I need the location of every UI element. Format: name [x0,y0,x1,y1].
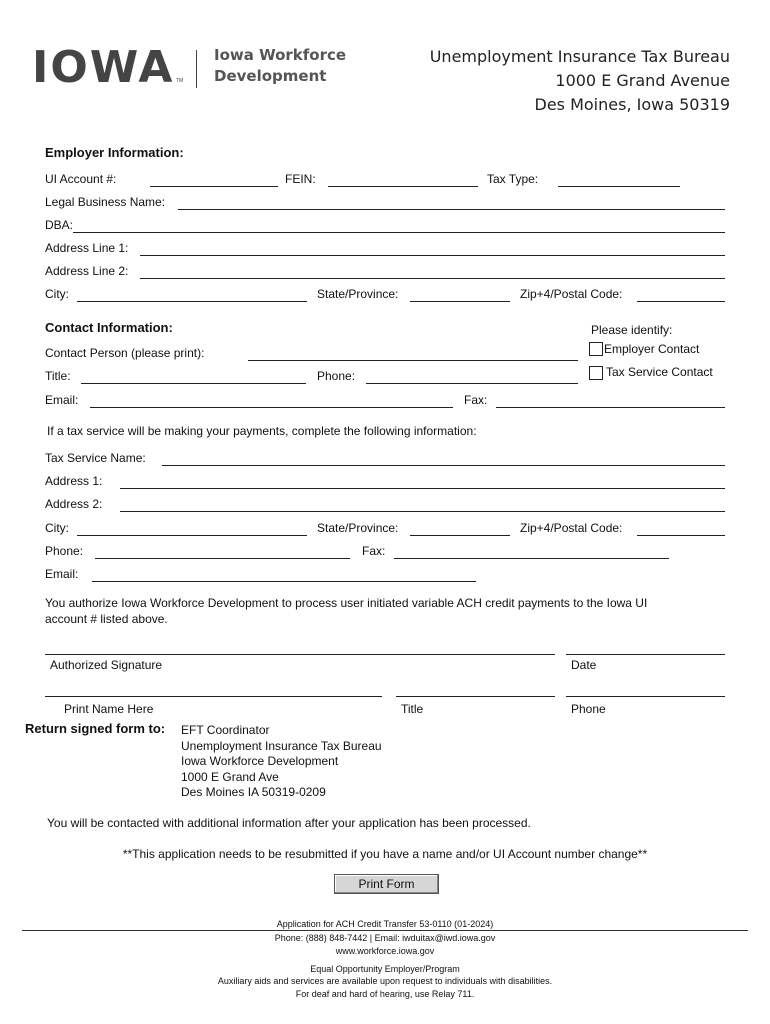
ts-phone-field[interactable] [95,558,350,559]
ts-fax-label: Fax: [362,544,386,558]
employer-info-heading: Employer Information: [45,145,184,160]
return-to-line: 1000 E Grand Ave [181,770,279,784]
contact-person-field[interactable] [248,360,578,361]
date-field[interactable] [566,654,725,655]
logo-subtitle-line1: Iowa Workforce [214,46,347,64]
ts-address2-field[interactable] [120,511,725,512]
authorized-signature-field[interactable] [45,654,555,655]
date-label: Date [571,658,597,672]
zip-label: Zip+4/Postal Code: [520,287,623,301]
contact-title-field[interactable] [81,383,306,384]
return-to-line: Des Moines IA 50319-0209 [181,785,326,799]
footer-eeo: Equal Opportunity Employer/Program [310,964,460,974]
tax-service-contact-label: Tax Service Contact [606,365,713,379]
footer-form-id: Application for ACH Credit Transfer 53-0110 (01-2024) [276,919,494,929]
contact-person-label: Contact Person (please print): [45,346,205,360]
footer-relay: For deaf and hard of hearing, use Relay 711. [295,989,475,999]
tax-service-name-label: Tax Service Name: [45,451,146,465]
employer-contact-label: Employer Contact [604,342,700,356]
return-to-line: Unemployment Insurance Tax Bureau [181,739,382,753]
print-form-button[interactable]: Print Form [334,874,439,894]
city-field[interactable] [77,301,307,302]
ts-city-label: City: [45,521,69,535]
footer-divider [22,930,748,931]
tax-service-contact-checkbox[interactable] [589,366,603,380]
tax-type-field[interactable] [558,186,680,187]
contact-fax-label: Fax: [464,393,488,407]
legal-name-field[interactable] [178,209,725,210]
ts-state-field[interactable] [410,535,510,536]
contact-email-field[interactable] [90,407,453,408]
contact-fax-field[interactable] [496,407,725,408]
zip-field[interactable] [637,301,725,302]
employer-contact-checkbox[interactable] [589,342,603,356]
signer-title-field[interactable] [396,696,555,697]
bureau-city: Des Moines, Iowa 50319 [534,95,730,114]
address-line2-field[interactable] [140,278,725,279]
footer-aux-aids: Auxiliary aids and services are available upon request to individuals with disabilities. [217,976,553,986]
fein-field[interactable] [328,186,478,187]
ts-phone-label: Phone: [45,544,84,558]
legal-name-label: Legal Business Name: [45,195,166,209]
state-label: State/Province: [317,287,399,301]
contact-info-heading: Contact Information: [45,320,173,335]
tax-type-label: Tax Type: [487,172,539,186]
ui-account-label: UI Account #: [45,172,117,186]
ts-address1-label: Address 1: [45,474,103,488]
logo-divider [196,50,197,88]
logo-subtitle-line2: Development [214,67,327,85]
ts-fax-field[interactable] [394,558,669,559]
contact-title-label: Title: [45,369,71,383]
address-line1-field[interactable] [140,255,725,256]
ts-state-label: State/Province: [317,521,399,535]
please-identify-label: Please identify: [591,323,673,337]
signer-phone-label: Phone [571,702,606,716]
authorized-signature-label: Authorized Signature [50,658,163,672]
address-line1-label: Address Line 1: [45,241,129,255]
resubmit-note: **This application needs to be resubmitted if you have a name and/or UI Account number change** [122,847,648,861]
ui-account-field[interactable] [150,186,278,187]
fein-label: FEIN: [285,172,316,186]
tax-service-intro: If a tax service will be making your payments, complete the following information: [47,424,477,438]
authorization-text-line2: account # listed above. [45,612,168,626]
contact-phone-label: Phone: [317,369,356,383]
ts-zip-label: Zip+4/Postal Code: [520,521,623,535]
logo-trademark: TM [176,78,184,84]
ts-address2-label: Address 2: [45,497,103,511]
signer-title-label: Title [401,702,424,716]
return-to-line: EFT Coordinator [181,723,270,737]
ts-address1-field[interactable] [120,488,725,489]
dba-label: DBA: [45,218,74,232]
contact-phone-field[interactable] [366,383,578,384]
return-to-label: Return signed form to: [25,721,166,736]
address-line2-label: Address Line 2: [45,264,129,278]
ts-zip-field[interactable] [637,535,725,536]
print-name-label: Print Name Here [64,702,154,716]
dba-field[interactable] [73,232,725,233]
ts-city-field[interactable] [77,535,307,536]
state-field[interactable] [410,301,510,302]
ts-email-label: Email: [45,567,79,581]
bureau-street: 1000 E Grand Avenue [555,71,730,90]
print-name-field[interactable] [45,696,382,697]
bureau-name: Unemployment Insurance Tax Bureau [429,47,730,66]
city-label: City: [45,287,69,301]
footer-contact: Phone: (888) 848-7442 | Email: iwduitax@iwd.iowa.gov [274,933,496,943]
iowa-logo: IOWA [32,42,175,93]
return-to-line: Iowa Workforce Development [181,754,339,768]
signer-phone-field[interactable] [566,696,725,697]
contact-email-label: Email: [45,393,79,407]
footer-website: www.workforce.iowa.gov [335,946,435,956]
tax-service-name-field[interactable] [162,465,725,466]
authorization-text-line1: You authorize Iowa Workforce Development to process user initiated variable ACH credit payments to the Iowa UI [45,596,648,610]
ts-email-field[interactable] [92,581,476,582]
contacted-note: You will be contacted with additional information after your application has been processed. [47,816,531,830]
